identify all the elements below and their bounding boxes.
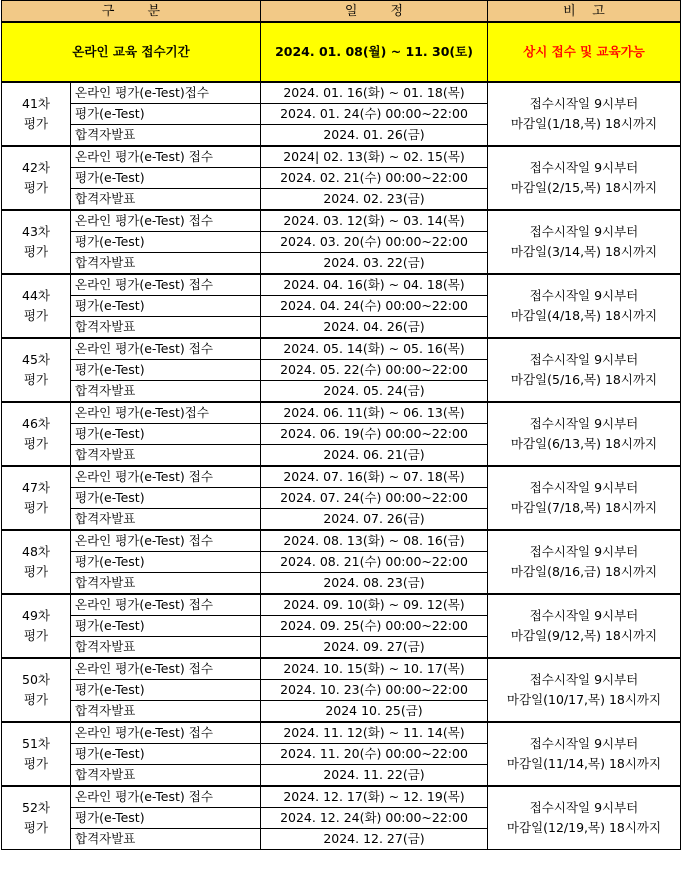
schedule-item-label: 합격자발표	[71, 509, 261, 531]
schedule-row	[2, 530, 681, 552]
note-start-time: 접수시작일 9시부터	[529, 160, 639, 175]
schedule-item-label: 평가(e-Test)	[71, 424, 261, 445]
round-label: 46차 평가	[2, 402, 71, 466]
schedule-table	[1, 0, 681, 850]
schedule-item-date: 2024. 04. 26(금)	[261, 317, 488, 339]
note-deadline: 마감일(2/15,목) 18시까지	[510, 180, 658, 195]
schedule-item-label: 온라인 평가(e-Test) 접수	[71, 530, 261, 552]
schedule-item-label: 합격자발표	[71, 701, 261, 723]
note-start-time: 접수시작일 9시부터	[529, 480, 639, 495]
round-note	[488, 82, 681, 146]
schedule-item-label: 합격자발표	[71, 637, 261, 659]
note-deadline: 마감일(1/18,목) 18시까지	[510, 116, 658, 131]
schedule-item-date: 2024. 10. 15(화) ~ 10. 17(목)	[261, 658, 488, 680]
intake-note: 상시 접수 및 교육가능	[488, 22, 681, 82]
header-remarks: 비 고	[488, 1, 681, 23]
schedule-item-date: 2024. 09. 25(수) 00:00~22:00	[261, 616, 488, 637]
round-note	[488, 146, 681, 210]
schedule-row	[2, 722, 681, 744]
round-label: 49차 평가	[2, 594, 71, 658]
schedule-item-label: 온라인 평가(e-Test) 접수	[71, 146, 261, 168]
schedule-item-label: 평가(e-Test)	[71, 296, 261, 317]
schedule-item-date: 2024. 09. 27(금)	[261, 637, 488, 659]
note-deadline: 마감일(11/14,목) 18시까지	[506, 756, 662, 771]
schedule-item-label: 온라인 평가(e-Test) 접수	[71, 722, 261, 744]
schedule-item-date: 2024. 08. 21(수) 00:00~22:00	[261, 552, 488, 573]
schedule-item-date: 2024. 02. 21(수) 00:00~22:00	[261, 168, 488, 189]
note-deadline: 마감일(3/14,목) 18시까지	[510, 244, 658, 259]
schedule-item-label: 합격자발표	[71, 253, 261, 275]
schedule-row	[2, 82, 681, 104]
schedule-item-date: 2024. 08. 13(화) ~ 08. 16(금)	[261, 530, 488, 552]
schedule-item-date: 2024. 06. 11(화) ~ 06. 13(목)	[261, 402, 488, 424]
note-start-time: 접수시작일 9시부터	[529, 416, 639, 431]
note-deadline: 마감일(4/18,목) 18시까지	[510, 308, 658, 323]
schedule-item-label: 합격자발표	[71, 189, 261, 211]
round-note	[488, 722, 681, 786]
round-label: 51차 평가	[2, 722, 71, 786]
schedule-item-label: 평가(e-Test)	[71, 168, 261, 189]
schedule-row	[2, 658, 681, 680]
schedule-item-date: 2024. 03. 12(화) ~ 03. 14(목)	[261, 210, 488, 232]
note-deadline: 마감일(8/16,금) 18시까지	[510, 564, 658, 579]
schedule-item-label: 온라인 평가(e-Test) 접수	[71, 594, 261, 616]
schedule-item-date: 2024. 11. 20(수) 00:00~22:00	[261, 744, 488, 765]
schedule-item-date: 2024. 12. 17(화) ~ 12. 19(목)	[261, 786, 488, 808]
round-label: 48차 평가	[2, 530, 71, 594]
schedule-item-label: 온라인 평가(e-Test)접수	[71, 82, 261, 104]
note-deadline: 마감일(9/12,목) 18시까지	[510, 628, 658, 643]
schedule-item-label: 온라인 평가(e-Test) 접수	[71, 658, 261, 680]
round-label: 45차 평가	[2, 338, 71, 402]
schedule-item-label: 평가(e-Test)	[71, 552, 261, 573]
intake-period: 2024. 01. 08(월) ~ 11. 30(토)	[261, 22, 488, 82]
schedule-item-date: 2024 10. 25(금)	[261, 701, 488, 723]
schedule-item-date: 2024. 09. 10(화) ~ 09. 12(목)	[261, 594, 488, 616]
schedule-item-date: 2024. 12. 24(화) 00:00~22:00	[261, 808, 488, 829]
note-start-time: 접수시작일 9시부터	[529, 736, 639, 751]
round-label: 52차 평가	[2, 786, 71, 850]
round-label: 43차 평가	[2, 210, 71, 274]
schedule-item-label: 합격자발표	[71, 317, 261, 339]
schedule-item-label: 합격자발표	[71, 829, 261, 850]
schedule-item-label: 평가(e-Test)	[71, 232, 261, 253]
note-start-time: 접수시작일 9시부터	[529, 800, 639, 815]
schedule-item-label: 합격자발표	[71, 125, 261, 147]
schedule-item-label: 평가(e-Test)	[71, 360, 261, 381]
intake-row	[2, 22, 681, 82]
note-start-time: 접수시작일 9시부터	[529, 672, 639, 687]
schedule-row	[2, 210, 681, 232]
note-start-time: 접수시작일 9시부터	[529, 352, 639, 367]
schedule-item-date: 2024. 01. 24(수) 00:00~22:00	[261, 104, 488, 125]
schedule-row	[2, 786, 681, 808]
round-label: 42차 평가	[2, 146, 71, 210]
schedule-item-label: 평가(e-Test)	[71, 488, 261, 509]
schedule-item-label: 합격자발표	[71, 381, 261, 403]
schedule-item-label: 온라인 평가(e-Test) 접수	[71, 210, 261, 232]
round-note	[488, 658, 681, 722]
schedule-row	[2, 338, 681, 360]
note-deadline: 마감일(5/16,목) 18시까지	[510, 372, 658, 387]
schedule-row	[2, 594, 681, 616]
schedule-item-date: 2024. 10. 23(수) 00:00~22:00	[261, 680, 488, 701]
note-start-time: 접수시작일 9시부터	[529, 608, 639, 623]
schedule-row	[2, 274, 681, 296]
schedule-item-label: 온라인 평가(e-Test) 접수	[71, 466, 261, 488]
round-note	[488, 338, 681, 402]
note-start-time: 접수시작일 9시부터	[529, 96, 639, 111]
schedule-item-date: 2024. 02. 23(금)	[261, 189, 488, 211]
schedule-item-date: 2024. 11. 12(화) ~ 11. 14(목)	[261, 722, 488, 744]
schedule-item-date: 2024. 06. 19(수) 00:00~22:00	[261, 424, 488, 445]
round-note	[488, 402, 681, 466]
round-label: 50차 평가	[2, 658, 71, 722]
note-deadline: 마감일(6/13,목) 18시까지	[510, 436, 658, 451]
schedule-item-label: 평가(e-Test)	[71, 616, 261, 637]
schedule-item-date: 2024. 01. 16(화) ~ 01. 18(목)	[261, 82, 488, 104]
schedule-item-date: 2024. 06. 21(금)	[261, 445, 488, 467]
schedule-item-label: 평가(e-Test)	[71, 104, 261, 125]
header-category: 구 분	[2, 1, 261, 23]
schedule-item-date: 2024. 07. 26(금)	[261, 509, 488, 531]
schedule-item-date: 2024. 04. 16(화) ~ 04. 18(목)	[261, 274, 488, 296]
schedule-row	[2, 146, 681, 168]
note-deadline: 마감일(12/19,목) 18시까지	[506, 820, 662, 835]
round-note	[488, 786, 681, 850]
schedule-item-label: 평가(e-Test)	[71, 680, 261, 701]
schedule-item-label: 온라인 평가(e-Test) 접수	[71, 786, 261, 808]
round-label: 41차 평가	[2, 82, 71, 146]
schedule-item-date: 2024. 03. 20(수) 00:00~22:00	[261, 232, 488, 253]
intake-label: 온라인 교육 접수기간	[2, 22, 261, 82]
schedule-item-date: 2024| 02. 13(화) ~ 02. 15(목)	[261, 146, 488, 168]
note-start-time: 접수시작일 9시부터	[529, 544, 639, 559]
header-schedule: 일 정	[261, 1, 488, 23]
schedule-item-label: 평가(e-Test)	[71, 744, 261, 765]
schedule-item-label: 온라인 평가(e-Test)접수	[71, 402, 261, 424]
note-start-time: 접수시작일 9시부터	[529, 288, 639, 303]
schedule-item-date: 2024. 11. 22(금)	[261, 765, 488, 787]
schedule-item-date: 2024. 08. 23(금)	[261, 573, 488, 595]
schedule-item-date: 2024. 05. 14(화) ~ 05. 16(목)	[261, 338, 488, 360]
schedule-item-label: 합격자발표	[71, 765, 261, 787]
round-note	[488, 530, 681, 594]
note-deadline: 마감일(7/18,목) 18시까지	[510, 500, 658, 515]
schedule-item-label: 온라인 평가(e-Test) 접수	[71, 274, 261, 296]
round-note	[488, 594, 681, 658]
schedule-item-label: 합격자발표	[71, 573, 261, 595]
schedule-item-date: 2024. 05. 22(수) 00:00~22:00	[261, 360, 488, 381]
schedule-row	[2, 402, 681, 424]
round-label: 47차 평가	[2, 466, 71, 530]
schedule-item-label: 평가(e-Test)	[71, 808, 261, 829]
schedule-item-date: 2024. 07. 24(수) 00:00~22:00	[261, 488, 488, 509]
schedule-item-date: 2024. 05. 24(금)	[261, 381, 488, 403]
schedule-item-date: 2024. 07. 16(화) ~ 07. 18(목)	[261, 466, 488, 488]
round-note	[488, 210, 681, 274]
schedule-item-date: 2024. 12. 27(금)	[261, 829, 488, 850]
note-deadline: 마감일(10/17,목) 18시까지	[506, 692, 662, 707]
schedule-item-date: 2024. 01. 26(금)	[261, 125, 488, 147]
round-note	[488, 466, 681, 530]
schedule-item-label: 온라인 평가(e-Test) 접수	[71, 338, 261, 360]
header-row	[2, 1, 681, 23]
schedule-row	[2, 466, 681, 488]
schedule-body	[2, 22, 681, 850]
schedule-item-date: 2024. 03. 22(금)	[261, 253, 488, 275]
schedule-item-label: 합격자발표	[71, 445, 261, 467]
round-label: 44차 평가	[2, 274, 71, 338]
schedule-item-date: 2024. 04. 24(수) 00:00~22:00	[261, 296, 488, 317]
round-note	[488, 274, 681, 338]
note-start-time: 접수시작일 9시부터	[529, 224, 639, 239]
